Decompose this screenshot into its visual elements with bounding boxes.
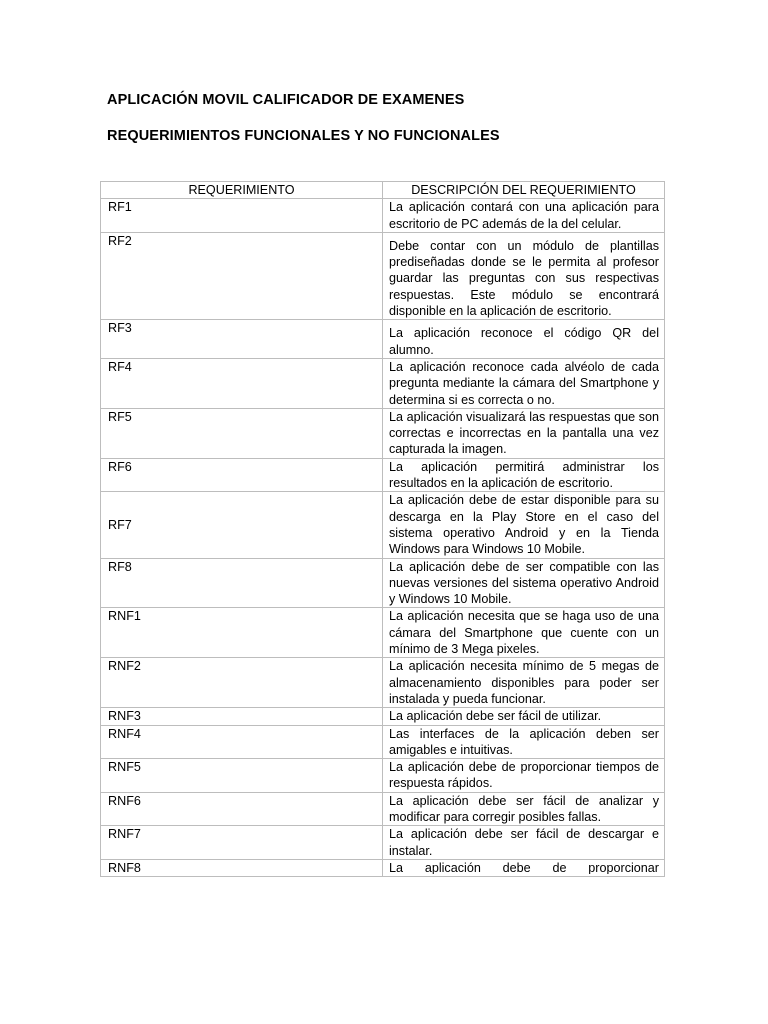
requirement-code: RNF7 bbox=[101, 826, 383, 860]
requirement-code: RNF5 bbox=[101, 759, 383, 793]
requirement-code: RNF2 bbox=[101, 658, 383, 708]
table-row bbox=[101, 320, 665, 359]
requirement-description: La aplicación visualizará las respuestas que son correctas e incorrectas en la pantalla una vez capturada la imagen. bbox=[383, 408, 665, 458]
requirement-code: RF6 bbox=[101, 458, 383, 492]
requirement-code: RF4 bbox=[101, 358, 383, 408]
requirement-code: RNF1 bbox=[101, 608, 383, 658]
requirement-code: RF3 bbox=[101, 320, 383, 359]
requirement-description: La aplicación necesita mínimo de 5 megas de almacenamiento disponibles para poder ser instalada y pueda funcionar. bbox=[383, 658, 665, 708]
requirement-description: La aplicación contará con una aplicación para escritorio de PC además de la del celular. bbox=[383, 199, 665, 233]
table-row bbox=[101, 558, 665, 608]
table-row bbox=[101, 232, 665, 319]
table-row bbox=[101, 826, 665, 860]
header-requirement: REQUERIMIENTO bbox=[101, 182, 383, 199]
requirement-description: La aplicación debe de ser compatible con las nuevas versiones del sistema operativo Android y Windows 10 Mobile. bbox=[383, 558, 665, 608]
requirement-description: Las interfaces de la aplicación deben ser amigables e intuitivas. bbox=[383, 725, 665, 759]
requirement-code: RNF6 bbox=[101, 792, 383, 826]
table-row bbox=[101, 658, 665, 708]
requirement-description: La aplicación debe ser fácil de descargar e instalar. bbox=[383, 826, 665, 860]
requirement-description bbox=[383, 859, 665, 876]
table-row bbox=[101, 792, 665, 826]
table-row bbox=[101, 708, 665, 725]
requirement-description: La aplicación debe ser fácil de analizar y modificar para corregir posibles fallas. bbox=[383, 792, 665, 826]
requirement-code: RF1 bbox=[101, 199, 383, 233]
requirement-code: RF2 bbox=[101, 232, 383, 319]
requirement-description: La aplicación debe de estar disponible para su descarga en la Play Store en el caso del sistema operativo Android y en la Tienda Windows para Windows 10 Mobile. bbox=[383, 492, 665, 558]
document-subtitle: REQUERIMIENTOS FUNCIONALES Y NO FUNCIONALES bbox=[107, 128, 500, 144]
requirement-description: La aplicación debe de proporcionar tiempos de respuesta rápidos. bbox=[383, 759, 665, 793]
table-row bbox=[101, 608, 665, 658]
requirement-description: La aplicación necesita que se haga uso de una cámara del Smartphone que cuente con un mínimo de 3 Mega pixeles. bbox=[383, 608, 665, 658]
table-row bbox=[101, 492, 665, 558]
requirement-description: La aplicación debe ser fácil de utilizar. bbox=[383, 708, 665, 725]
requirement-code: RF7 bbox=[101, 492, 383, 558]
requirement-code: RNF8 bbox=[101, 859, 383, 876]
requirement-code: RF5 bbox=[101, 408, 383, 458]
table-header-row bbox=[101, 182, 665, 199]
truncated-description-text: La aplicación debe de proporcionar bbox=[389, 860, 659, 874]
requirement-description: La aplicación reconoce cada alvéolo de cada pregunta mediante la cámara del Smartphone y determina si es correcta o no. bbox=[383, 358, 665, 408]
table-row bbox=[101, 358, 665, 408]
table-row bbox=[101, 199, 665, 233]
requirement-description: Debe contar con un módulo de plantillas prediseñadas donde se le permita al profesor guardar las preguntas con sus respectivas respuestas. Este módulo se encontrará disponible en la aplicación de escritorio. bbox=[383, 232, 665, 319]
table-row bbox=[101, 859, 665, 876]
table-row bbox=[101, 408, 665, 458]
table-row bbox=[101, 458, 665, 492]
requirement-code: RF8 bbox=[101, 558, 383, 608]
requirement-description: La aplicación reconoce el código QR del alumno. bbox=[383, 320, 665, 359]
header-description: DESCRIPCIÓN DEL REQUERIMIENTO bbox=[383, 182, 665, 199]
requirements-table bbox=[100, 181, 665, 877]
table-row bbox=[101, 759, 665, 793]
requirement-code: RNF4 bbox=[101, 725, 383, 759]
requirement-code: RNF3 bbox=[101, 708, 383, 725]
document-title: APLICACIÓN MOVIL CALIFICADOR DE EXAMENES bbox=[107, 92, 465, 108]
table-row bbox=[101, 725, 665, 759]
requirement-description: La aplicación permitirá administrar los resultados en la aplicación de escritorio. bbox=[383, 458, 665, 492]
